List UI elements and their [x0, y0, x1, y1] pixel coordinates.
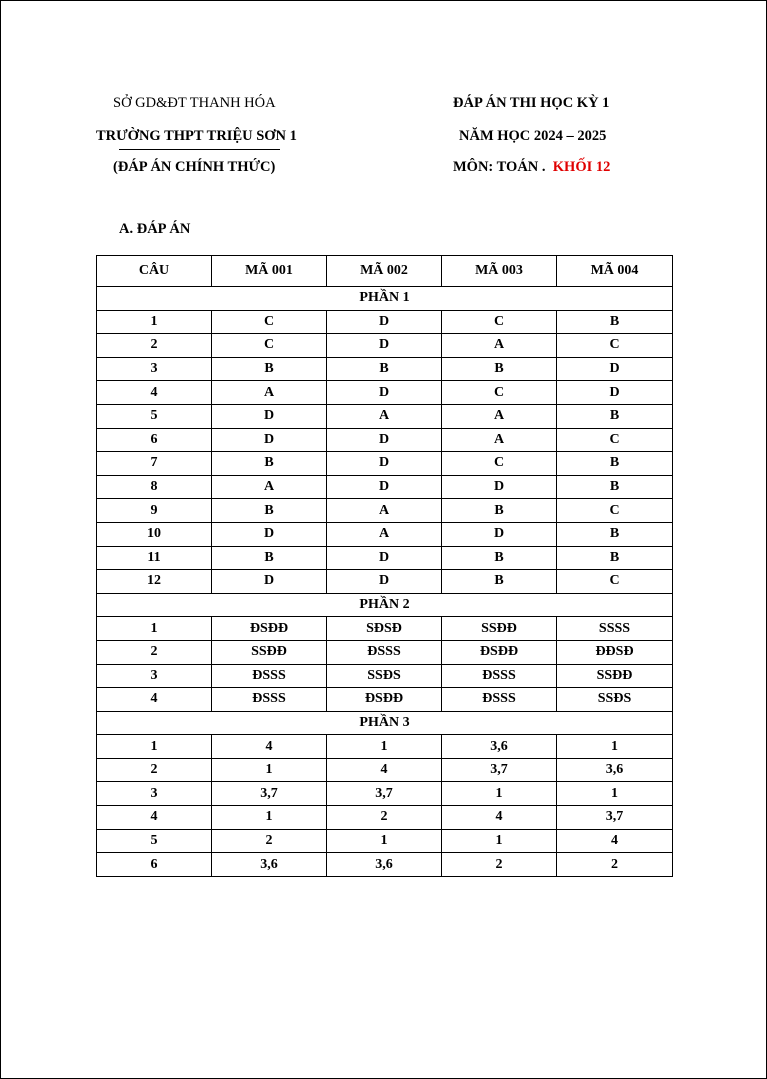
question-number-cell: 1	[97, 310, 212, 334]
official-answer-label: (ĐÁP ÁN CHÍNH THỨC)	[113, 159, 276, 175]
table-row	[97, 499, 673, 523]
exam-title: ĐÁP ÁN THI HỌC KỲ 1	[453, 95, 610, 111]
answer-cell: ĐĐSĐ	[557, 640, 673, 664]
answer-cell: D	[442, 522, 557, 546]
answer-cell: 1	[327, 829, 442, 853]
answer-cell: B	[557, 404, 673, 428]
answer-cell: D	[327, 334, 442, 358]
answer-cell: B	[212, 546, 327, 570]
table-row	[97, 404, 673, 428]
answer-cell: A	[442, 428, 557, 452]
answer-cell: 4	[212, 735, 327, 759]
answer-cell: B	[557, 546, 673, 570]
answer-cell: SSSS	[557, 617, 673, 641]
answer-cell: D	[327, 381, 442, 405]
answer-cell: A	[327, 499, 442, 523]
answer-cell: B	[557, 310, 673, 334]
table-row	[97, 688, 673, 712]
question-number-cell: 9	[97, 499, 212, 523]
part-title-row	[97, 711, 673, 735]
column-header: MÃ 002	[327, 256, 442, 287]
answer-cell: ĐSSS	[212, 664, 327, 688]
answer-cell: ĐSĐĐ	[442, 640, 557, 664]
answer-cell: D	[557, 381, 673, 405]
answer-cell: 2	[557, 853, 673, 877]
answer-cell: 3,6	[557, 758, 673, 782]
answer-cell: A	[212, 475, 327, 499]
school-year: NĂM HỌC 2024 – 2025	[459, 128, 607, 144]
answer-cell: 3,6	[327, 853, 442, 877]
answer-cell: D	[442, 475, 557, 499]
table-row	[97, 806, 673, 830]
question-number-cell: 3	[97, 782, 212, 806]
answer-cell: 2	[442, 853, 557, 877]
table-row	[97, 381, 673, 405]
answer-cell: ĐSĐĐ	[212, 617, 327, 641]
table-row	[97, 546, 673, 570]
answer-cell: D	[327, 546, 442, 570]
answer-cell: SSĐĐ	[557, 664, 673, 688]
answer-cell: SSĐS	[327, 664, 442, 688]
answer-cell: SSĐS	[557, 688, 673, 712]
question-number-cell: 6	[97, 853, 212, 877]
table-row	[97, 522, 673, 546]
answer-cell: C	[557, 499, 673, 523]
table-row	[97, 829, 673, 853]
column-header: MÃ 001	[212, 256, 327, 287]
answer-cell: D	[212, 522, 327, 546]
subject-line	[453, 159, 610, 176]
section-title: A. ĐÁP ÁN	[119, 221, 191, 237]
answer-cell: 3,6	[442, 735, 557, 759]
question-number-cell: 4	[97, 381, 212, 405]
part-title: PHẦN 2	[97, 593, 673, 617]
answer-cell: B	[212, 499, 327, 523]
question-number-cell: 8	[97, 475, 212, 499]
answer-cell: D	[327, 310, 442, 334]
question-number-cell: 1	[97, 735, 212, 759]
grade-label: KHỐI 12	[552, 159, 611, 175]
answer-cell: D	[327, 452, 442, 476]
table-row	[97, 310, 673, 334]
table-row	[97, 475, 673, 499]
answer-cell: ĐSSS	[442, 664, 557, 688]
question-number-cell: 5	[97, 404, 212, 428]
answer-cell: B	[557, 522, 673, 546]
answer-cell: 1	[442, 829, 557, 853]
question-number-cell: 2	[97, 640, 212, 664]
answer-cell: 1	[442, 782, 557, 806]
answer-cell: 1	[557, 782, 673, 806]
answer-cell: B	[442, 570, 557, 594]
answer-cell: 4	[557, 829, 673, 853]
column-header: MÃ 004	[557, 256, 673, 287]
question-number-cell: 5	[97, 829, 212, 853]
answer-cell: C	[212, 310, 327, 334]
part-title-row	[97, 287, 673, 311]
table-row	[97, 640, 673, 664]
table-row	[97, 334, 673, 358]
answer-cell: 2	[327, 806, 442, 830]
answer-cell: D	[327, 475, 442, 499]
answer-cell: ĐSSS	[442, 688, 557, 712]
table-row	[97, 853, 673, 877]
answer-cell: 3,7	[557, 806, 673, 830]
answer-cell: C	[557, 570, 673, 594]
question-number-cell: 6	[97, 428, 212, 452]
answer-cell: 4	[327, 758, 442, 782]
question-number-cell: 10	[97, 522, 212, 546]
column-header: MÃ 003	[442, 256, 557, 287]
part-title-row	[97, 593, 673, 617]
table-row	[97, 735, 673, 759]
answer-cell: ĐSĐĐ	[327, 688, 442, 712]
table-row	[97, 617, 673, 641]
table-row	[97, 782, 673, 806]
answer-cell: D	[327, 428, 442, 452]
answer-cell: 1	[327, 735, 442, 759]
answer-table-body	[97, 287, 673, 877]
answer-cell: ĐSSS	[327, 640, 442, 664]
answer-cell: A	[442, 404, 557, 428]
school-name-underline	[119, 149, 280, 150]
question-number-cell: 1	[97, 617, 212, 641]
question-number-cell: 2	[97, 758, 212, 782]
table-row	[97, 570, 673, 594]
answer-cell: B	[442, 499, 557, 523]
answer-cell: 1	[212, 758, 327, 782]
question-number-cell: 3	[97, 664, 212, 688]
answer-cell: 4	[442, 806, 557, 830]
answer-cell: D	[212, 428, 327, 452]
answer-cell: D	[327, 570, 442, 594]
answer-cell: 1	[557, 735, 673, 759]
answer-cell: C	[442, 452, 557, 476]
question-number-cell: 3	[97, 357, 212, 381]
answer-cell: A	[327, 522, 442, 546]
table-row	[97, 357, 673, 381]
answer-cell: A	[212, 381, 327, 405]
answer-cell: 3,6	[212, 853, 327, 877]
answer-table-header	[97, 256, 673, 287]
table-row	[97, 664, 673, 688]
answer-cell: C	[442, 310, 557, 334]
answer-cell: A	[442, 334, 557, 358]
answer-cell: B	[557, 475, 673, 499]
question-number-cell: 2	[97, 334, 212, 358]
part-title: PHẦN 3	[97, 711, 673, 735]
answer-cell: D	[557, 357, 673, 381]
part-title: PHẦN 1	[97, 287, 673, 311]
question-number-cell: 4	[97, 688, 212, 712]
answer-cell: B	[212, 452, 327, 476]
column-header: CÂU	[97, 256, 212, 287]
answer-cell: D	[212, 404, 327, 428]
department-name: SỞ GD&ĐT THANH HÓA	[113, 95, 276, 111]
school-name: TRƯỜNG THPT TRIỆU SƠN 1	[96, 128, 297, 144]
answer-cell: 1	[212, 806, 327, 830]
answer-cell: C	[557, 334, 673, 358]
answer-cell: ĐSSS	[212, 688, 327, 712]
answer-cell: SSĐĐ	[212, 640, 327, 664]
answer-cell: C	[557, 428, 673, 452]
answer-cell: A	[327, 404, 442, 428]
answer-table	[96, 255, 673, 877]
question-number-cell: 12	[97, 570, 212, 594]
table-row	[97, 428, 673, 452]
answer-cell: 3,7	[212, 782, 327, 806]
question-number-cell: 4	[97, 806, 212, 830]
answer-cell: C	[212, 334, 327, 358]
answer-cell: D	[212, 570, 327, 594]
answer-cell: 2	[212, 829, 327, 853]
table-row	[97, 758, 673, 782]
answer-cell: B	[212, 357, 327, 381]
subject-label: MÔN: TOÁN .	[453, 159, 546, 175]
table-row	[97, 452, 673, 476]
answer-cell: B	[327, 357, 442, 381]
answer-cell: C	[442, 381, 557, 405]
answer-cell: SSĐĐ	[442, 617, 557, 641]
answer-cell: B	[557, 452, 673, 476]
question-number-cell: 11	[97, 546, 212, 570]
answer-cell: 3,7	[442, 758, 557, 782]
answer-cell: B	[442, 546, 557, 570]
answer-cell: B	[442, 357, 557, 381]
question-number-cell: 7	[97, 452, 212, 476]
answer-cell: 3,7	[327, 782, 442, 806]
answer-cell: SĐSĐ	[327, 617, 442, 641]
